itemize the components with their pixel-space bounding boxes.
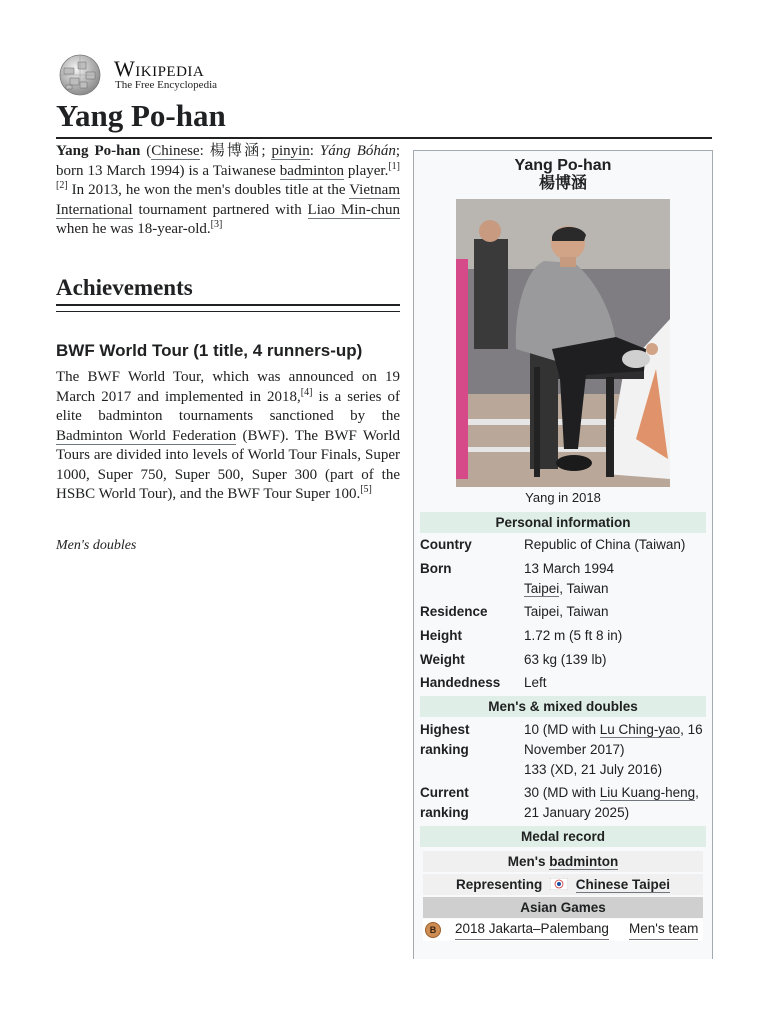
doubles-heading: Men's & mixed doubles (420, 696, 706, 717)
subject-name: Yang Po-han (56, 143, 141, 159)
ref-1[interactable]: [1] (388, 160, 400, 172)
height-row (420, 626, 706, 646)
ref-4[interactable]: [4] (300, 386, 313, 398)
representing-label: Representing (455, 877, 543, 892)
bwf-federation-link[interactable]: Badminton World Federation (56, 427, 237, 444)
born-value (524, 559, 708, 599)
infobox-title (414, 157, 712, 193)
current-pre: 30 (MD with (524, 785, 597, 800)
lu-ching-yao-link[interactable]: Lu Ching-yao (599, 722, 681, 737)
lead-paragraph: Yang Po-han (Chinese: 楊博涵; pinyin: Yáng Bóhán; born 13 March 1994) is a Taiwanese badminton player.[1][2] In 2013, he won the men's doubles title at the Vietnam International tournament partnered with Liao Min-chun when he was 18-year-old.[3] (56, 143, 401, 237)
country-value: Republic of China (Taiwan) (524, 537, 686, 552)
residence-value: Taipei, Taiwan (524, 604, 609, 619)
jakarta-palembang-link[interactable]: 2018 Jakarta–Palembang (455, 919, 609, 940)
born-date: 13 March 1994 (524, 561, 615, 576)
current-post: , 21 January 2025) (524, 785, 699, 820)
liu-kuang-heng-link[interactable]: Liu Kuang-heng (599, 785, 696, 800)
player-photo[interactable] (456, 199, 670, 487)
wikipedia-logo[interactable] (56, 54, 236, 98)
achievements-divider (56, 304, 400, 312)
residence-label: Residence (420, 604, 488, 619)
infobox (413, 150, 713, 959)
residence-row (420, 602, 706, 622)
chinese-taipei-link[interactable]: Chinese Taipei (575, 877, 671, 892)
born-label: Born (420, 561, 452, 576)
bwf-world-tour-heading: BWF World Tour (1 title, 4 runners-up) (56, 341, 363, 360)
lead-text-4: when he was 18-year-old. (56, 221, 211, 237)
bwf-text-3: (BWF). The BWF World Tours are divided into levels of World Tour Finals, Super 1000, Super 750, Super 500, Super 300 (part of the HSBC World Tour), and the BWF Tour Super 100. (56, 427, 400, 502)
height-value: 1.72 m (5 ft 8 in) (524, 628, 623, 643)
lead-player-text: player. (347, 162, 389, 179)
handedness-label: Handedness (420, 675, 501, 690)
highest-ranking-value (524, 720, 708, 780)
highest-xd: 133 (XD, 21 July 2016) (524, 762, 663, 777)
personal-info-heading: Personal information (420, 512, 706, 533)
badminton-link[interactable]: badminton (279, 162, 344, 179)
lead-text-3: tournament partnered with (138, 201, 302, 218)
achievements-heading: Achievements (56, 275, 193, 300)
chinese-taipei-flag-icon (550, 875, 568, 887)
liao-min-chun-link[interactable]: Liao Min-chun (307, 201, 401, 218)
country-label: Country (420, 537, 472, 552)
mens-prefix: Men's (507, 854, 546, 869)
player-photo-image (456, 199, 670, 487)
pinyin-link[interactable]: pinyin (271, 143, 310, 159)
vietnam-international-link[interactable]: Vietnam International (56, 182, 400, 218)
weight-label: Weight (420, 652, 465, 667)
bwf-text-1: The BWF World Tour, which was announced on 19 March 2017 and implemented in 2018, (56, 369, 400, 405)
highest-pre: 10 (MD with (524, 722, 597, 737)
photo-caption: Yang in 2018 (525, 490, 601, 505)
infobox-name-chinese: 楊博涵 (538, 175, 587, 192)
bronze-medal-icon: B (425, 922, 441, 938)
ref-2[interactable]: [2] (56, 180, 68, 191)
chinese-link[interactable]: Chinese (151, 143, 200, 159)
handedness-row (420, 673, 706, 693)
asian-games-heading: Asian Games (423, 897, 703, 918)
wikipedia-wordmark: Wikipedia (114, 56, 205, 81)
current-ranking-row (420, 783, 706, 823)
chinese-name: 楊博涵 (209, 143, 262, 159)
medal-entry-row (423, 919, 703, 941)
bwf-paragraph (56, 368, 400, 505)
highest-post: , 16 November 2017) (524, 722, 703, 757)
mens-team-link[interactable]: Men's team (629, 919, 698, 940)
pinyin-text: Yáng Bóhán (319, 143, 396, 159)
lead-born-text: born 13 March 1994) is a Taiwanese (56, 162, 276, 179)
height-label: Height (420, 628, 462, 643)
handedness-value: Left (524, 675, 547, 690)
mens-badminton-row (423, 851, 703, 872)
ref-3[interactable]: [3] (210, 219, 223, 230)
page-title: Yang Po-han (56, 98, 226, 133)
medal-record-heading: Medal record (420, 826, 706, 847)
wikipedia-tagline: The Free Encyclopedia (115, 79, 218, 91)
weight-row (420, 650, 706, 670)
infobox-name: Yang Po-han (514, 157, 612, 174)
taipei-link[interactable]: Taipei (524, 581, 560, 596)
highest-ranking-label: Highest ranking (420, 722, 470, 757)
globe-icon (56, 54, 104, 96)
ref-5[interactable]: [5] (360, 484, 372, 495)
current-ranking-value (524, 783, 708, 823)
representing-row (423, 874, 703, 895)
weight-value: 63 kg (139 lb) (524, 652, 607, 667)
country-row (420, 535, 706, 555)
born-place-rest: , Taiwan (559, 581, 609, 596)
highest-ranking-row (420, 720, 706, 780)
bwf-text-2: is a series of elite badminton tournaments sanctioned by the (56, 388, 400, 424)
badminton-medal-link[interactable]: badminton (549, 854, 619, 869)
current-ranking-label: Current ranking (420, 785, 469, 820)
title-divider (56, 137, 712, 139)
mens-doubles-label: Men's doubles (56, 538, 137, 553)
lead-text-2: In 2013, he won the men's doubles title at the (71, 182, 346, 198)
born-row (420, 559, 706, 599)
